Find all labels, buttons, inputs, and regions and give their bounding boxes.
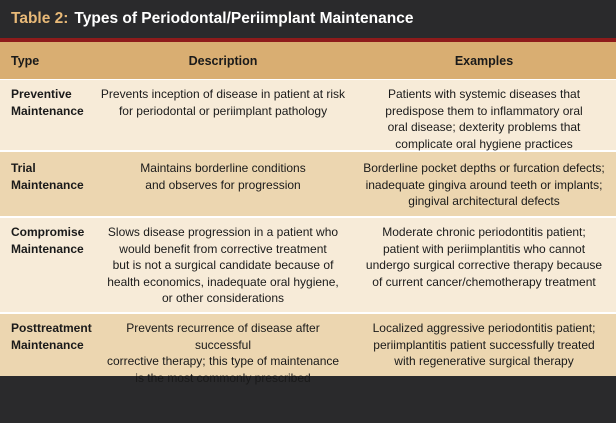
examples-line: undergo surgical corrective therapy because — [365, 258, 603, 272]
row-description — [94, 320, 352, 386]
description-line: Prevents recurrence of disease after successful — [126, 321, 320, 352]
row-description — [94, 224, 352, 307]
examples-line: Moderate chronic periodontitis patient; — [382, 225, 586, 239]
description-line: but is not a surgical candidate because of — [112, 258, 334, 272]
examples-line: inadequate gingiva around teeth or implants; — [365, 177, 603, 192]
description-line: Prevents inception of disease in patient at risk — [100, 87, 346, 101]
row-type — [0, 86, 94, 119]
description-line: would benefit from corrective treatment — [119, 241, 327, 256]
description-line: for periodontal or periimplant pathology — [118, 103, 328, 118]
row-type-line: Maintenance — [11, 337, 84, 352]
description-line: Maintains borderline conditions — [140, 161, 306, 175]
description-line: health economics, inadequate oral hygiene, — [107, 274, 339, 289]
examples-line: Localized aggressive periodontitis patient; — [372, 321, 596, 335]
table-title: Types of Periodontal/Periimplant Maintenance — [74, 10, 414, 27]
table-header — [0, 42, 616, 80]
row-type-line: Trial — [11, 161, 36, 175]
description-line: is the most commonly prescribed — [135, 370, 311, 385]
row-type-line: Maintenance — [11, 103, 84, 118]
header-examples: Examples — [454, 53, 514, 68]
row-type — [0, 320, 94, 353]
row-type-line: Maintenance — [11, 241, 84, 256]
examples-line: predispose them to inflammatory oral — [385, 103, 583, 118]
row-type — [0, 160, 94, 193]
table-row — [0, 80, 616, 152]
description-line: Slows disease progression in a patient who — [107, 225, 339, 239]
examples-line: periimplantitis patient successfully treated — [373, 337, 595, 352]
row-description — [94, 160, 352, 193]
examples-line: with regenerative surgical therapy — [394, 354, 574, 368]
description-line: and observes for progression — [145, 177, 301, 192]
row-type — [0, 224, 94, 257]
examples-line: patient with periimplantitis who cannot — [382, 241, 586, 256]
description-line: corrective therapy; this type of maintenance — [106, 354, 340, 368]
row-examples — [352, 160, 616, 210]
table-row — [0, 152, 616, 218]
row-type-line: Posttreatment — [11, 321, 92, 335]
examples-line: complicate oral hygiene practices — [395, 136, 573, 151]
header-description: Description — [188, 53, 258, 68]
row-examples — [352, 224, 616, 290]
description-line: or other considerations — [161, 291, 285, 305]
row-description — [94, 86, 352, 119]
table-label: Table 2: — [11, 10, 69, 27]
row-type-line: Preventive — [11, 87, 72, 101]
table-row — [0, 218, 616, 314]
row-type-line: Maintenance — [11, 177, 84, 192]
table-row — [0, 314, 616, 385]
row-examples — [352, 86, 616, 152]
row-type-line: Compromise — [11, 225, 85, 239]
table-title-bar — [0, 0, 616, 38]
examples-line: oral disease; dexterity problems that — [387, 120, 581, 134]
examples-line: of current cancer/chemotherapy treatment — [372, 274, 596, 289]
examples-line: Patients with systemic diseases that — [387, 87, 581, 101]
examples-line: gingival architectural defects — [408, 194, 560, 208]
row-examples — [352, 320, 616, 370]
header-type: Type — [11, 53, 40, 68]
examples-line: Borderline pocket depths or furcation defects; — [363, 161, 605, 175]
